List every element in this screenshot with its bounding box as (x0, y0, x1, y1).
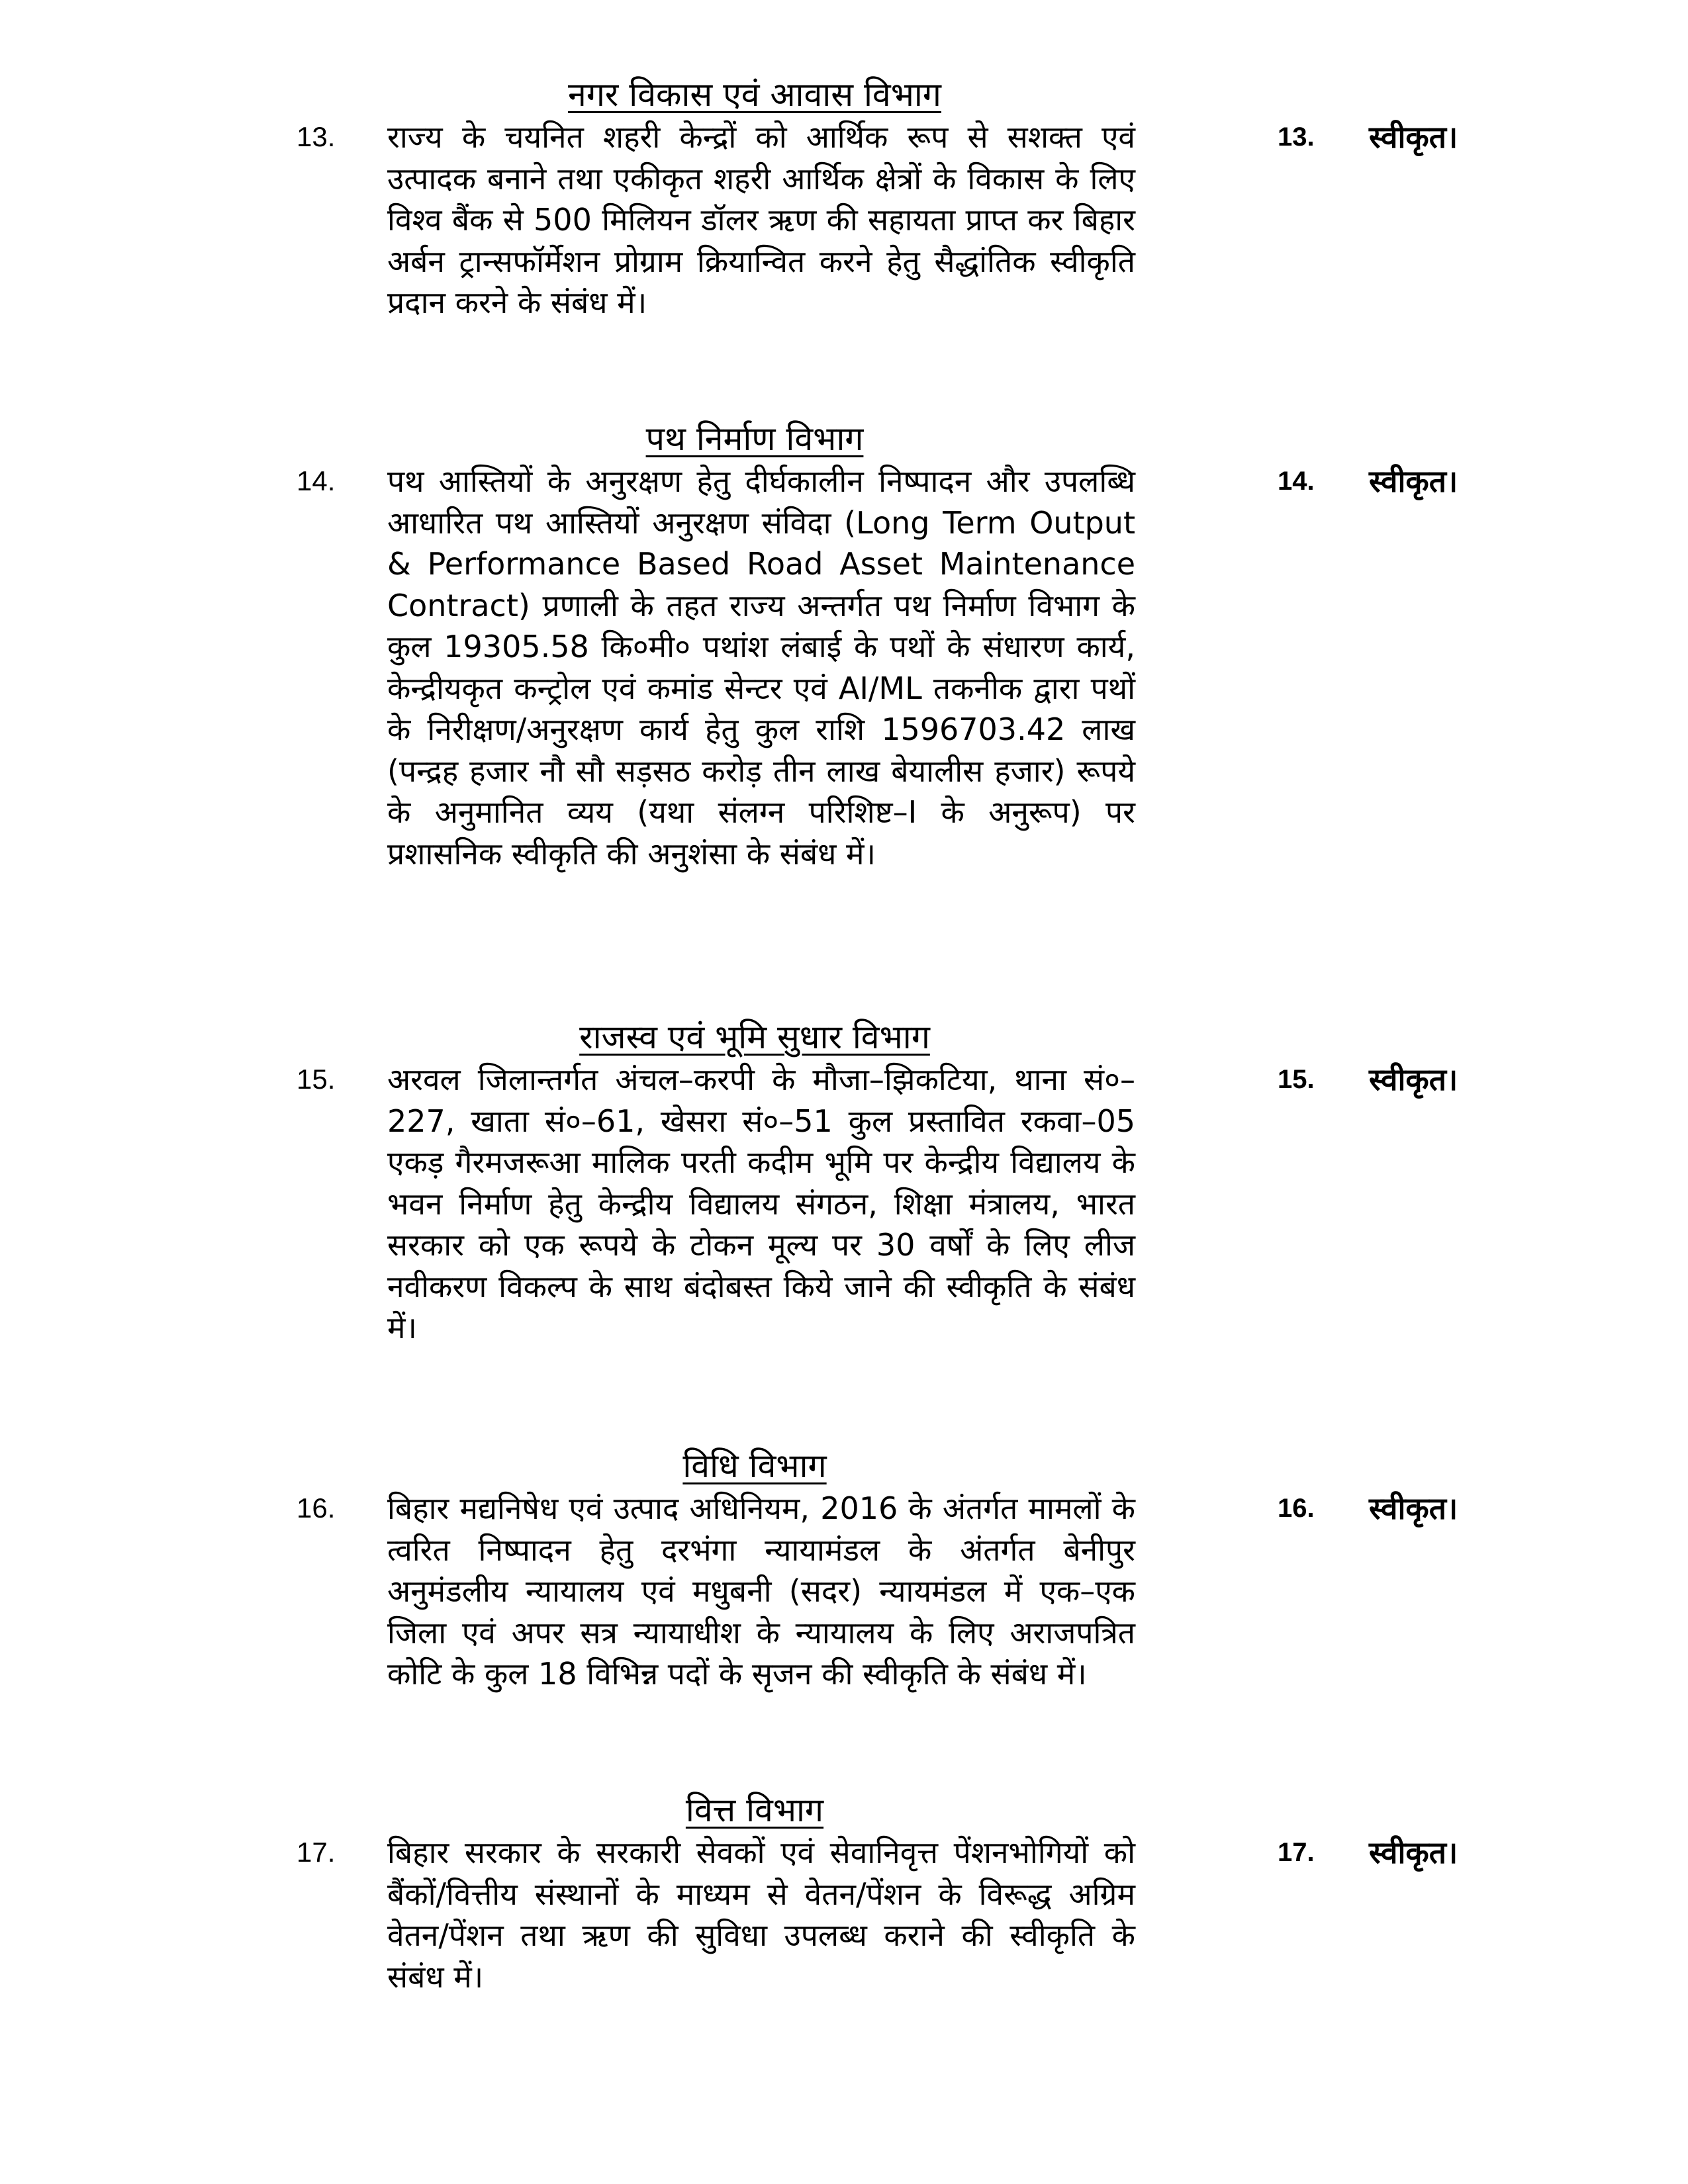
item-text: राज्य के चयनित शहरी केन्द्रों को आर्थिक रूप से सशक्त एवं उत्पादक बनाने तथा एकीकृत शहरी आर्थिक क्षेत्रों के विकास के लिए विश्व बैंक से 500 मिलियन डॉलर ऋण की सहायता प्राप्त कर बिहार अर्बन ट्रान्सफॉर्मेशन प्रोग्राम क्रियान्वित करने हेतु सैद्धांतिक स्वीकृति प्रदान करने के संबंध में। (387, 119, 1135, 320)
item-text: अरवल जिलान्तर्गत अंचल–करपी के मौजा–झिकटिया, थाना सं०–227, खाता सं०–61, खेसरा सं०–51 कुल प्रस्तावित रकवा–05 एकड़ गैरमजरूआ मालिक परती कदीम भूमि पर केन्द्रीय विद्यालय के भवन निर्माण हेतु केन्द्रीय विद्यालय संगठन, शिक्षा मंत्रालय, भारत सरकार को एक रूपये के टोकन मूल्य पर 30 वर्षों के लिए लीज नवीकरण विकल्प के साथ बंदोबस्त किये जाने की स्वीकृति के संबंध में। (387, 1062, 1135, 1345)
department-heading: वित्त विभाग (685, 1791, 824, 1829)
result-status: स्वीकृत। (1369, 119, 1458, 155)
department-heading: पथ निर्माण विभाग (645, 420, 864, 458)
result-status: स्वीकृत। (1369, 1835, 1458, 1870)
result-status: स्वीकृत। (1369, 463, 1458, 499)
result-number: 15. (1278, 1065, 1315, 1094)
item-number: 16. (297, 1492, 336, 1524)
item-number: 14. (297, 465, 336, 496)
result-status: स्वीकृत। (1369, 1062, 1458, 1097)
result-number: 16. (1278, 1494, 1315, 1523)
department-heading: राजस्व एवं भूमि सुधार विभाग (579, 1018, 930, 1056)
item-number: 15. (297, 1064, 336, 1095)
item-number: 13. (297, 121, 336, 152)
item-text: बिहार सरकार के सरकारी सेवकों एवं सेवानिवृत्त पेंशनभोगियों को बैंकों/वित्तीय संस्थानों के माध्यम से वेतन/पेंशन के विरूद्ध अग्रिम वेतन/पेंशन तथा ऋण की सुविधा उपलब्ध कराने की स्वीकृति के संबंध में। (387, 1835, 1135, 1995)
result-status: स्वीकृत। (1369, 1490, 1458, 1526)
result-number: 13. (1278, 122, 1315, 152)
result-number: 14. (1278, 467, 1315, 496)
department-heading: विधि विभाग (682, 1447, 827, 1485)
item-text: पथ आस्तियों के अनुरक्षण हेतु दीर्घकालीन निष्पादन और उपलब्धि आधारित पथ आस्तियों अनुरक्षण संविदा (Long Term Output & Performance Based Road Asset Maintenance Contract) प्रणाली के तहत राज्य अन्तर्गत पथ निर्माण विभाग के कुल 19305.58 कि०मी० पथांश लंबाई के पथों के संधारण कार्य, केन्द्रीयकृत कन्ट्रोल एवं कमांड सेन्टर एवं AI/ML तकनीक द्वारा पथों के निरीक्षण/अनुरक्षण कार्य हेतु कुल राशि 1596703.42 लाख (पन्द्रह हजार नौ सौ सड़सठ करोड़ तीन लाख बेयालीस हजार) रूपये के अनुमानित व्यय (यथा संलग्न परिशिष्ट–I के अनुरूप) पर प्रशासनिक स्वीकृति की अनुशंसा के संबंध में। (387, 463, 1135, 872)
result-number: 17. (1278, 1838, 1315, 1867)
item-text: बिहार मद्यनिषेध एवं उत्पाद अधिनियम, 2016 के अंतर्गत मामलों के त्वरित निष्पादन हेतु दरभंगा न्यायामंडल के अंतर्गत बेनीपुर अनुमंडलीय न्यायालय एवं मधुबनी (सदर) न्यायमंडल में एक–एक जिला एवं अपर सत्र न्यायाधीश के न्यायालय के लिए अराजपत्रित कोटि के कुल 18 विभिन्न पदों के सृजन की स्वीकृति के संबंध में। (387, 1490, 1135, 1692)
item-number: 17. (297, 1837, 336, 1868)
department-heading: नगर विकास एवं आवास विभाग (568, 75, 941, 114)
